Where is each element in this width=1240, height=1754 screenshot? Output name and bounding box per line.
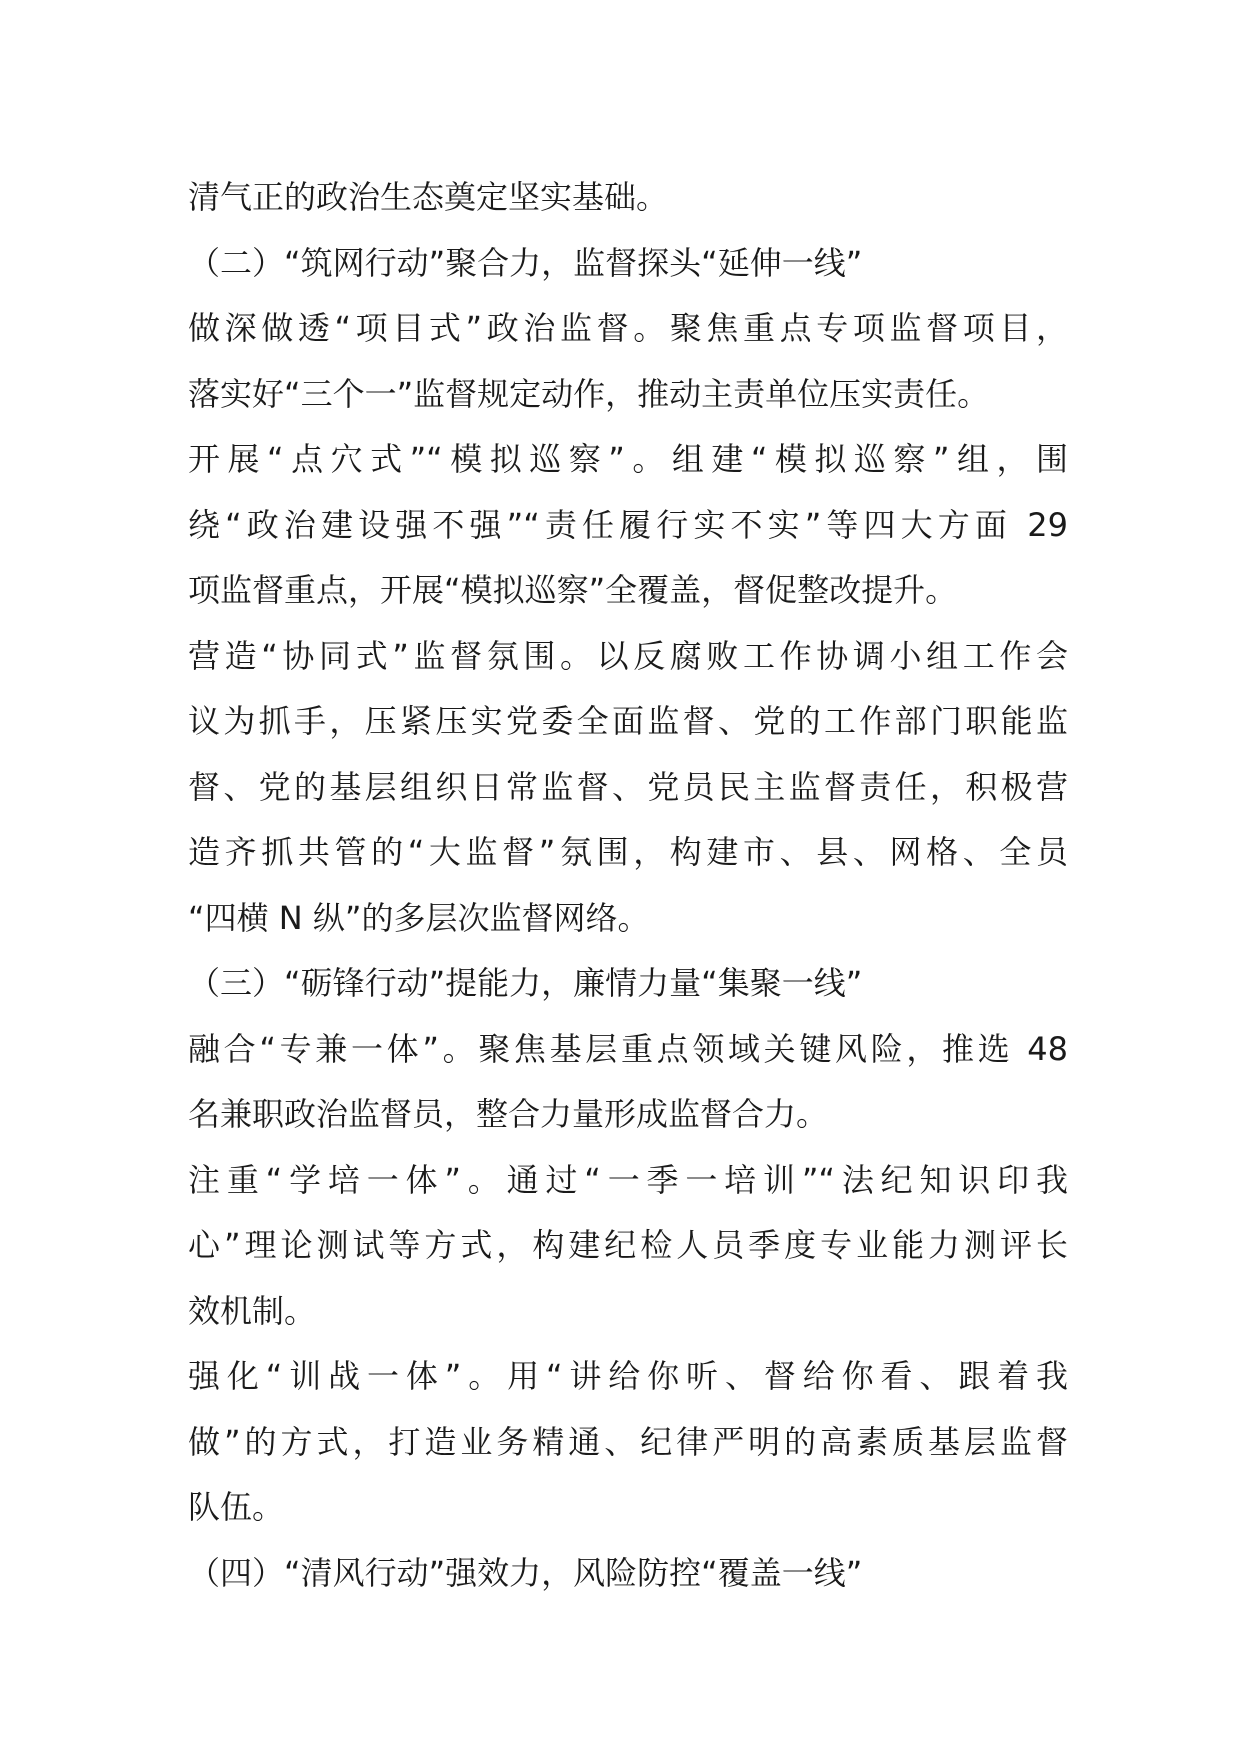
- section-heading-3: （三）“砺锋行动”提能力，廉情力量“集聚一线”: [188, 964, 863, 1002]
- paragraph-continuation: 清气正的政治生态奠定坚实基础。: [188, 178, 669, 216]
- section-heading-2: （二）“筑网行动”聚合力，监督探头“延伸一线”: [188, 243, 863, 282]
- body-line: 融合“专兼一体”。聚焦基层重点领域关键风险，推选 48: [188, 1029, 1068, 1068]
- body-line: 心”理论测试等方式，构建纪检人员季度专业能力测评长: [188, 1226, 1068, 1264]
- body-line: 造齐抓共管的“大监督”氛围，构建市、县、网格、全员: [188, 833, 1068, 871]
- body-line: 注重“学培一体”。通过“一季一培训”“法纪知识印我: [188, 1160, 1068, 1199]
- body-line: 议为抓手，压紧压实党委全面监督、党的工作部门职能监: [188, 702, 1068, 740]
- body-line: 做”的方式，打造业务精通、纪律严明的高素质基层监督: [188, 1422, 1068, 1461]
- body-line: 绕“政治建设强不强”“责任履行实不实”等四大方面 29: [188, 505, 1068, 544]
- body-line: 效机制。: [188, 1291, 317, 1330]
- document-body: [188, 165, 1068, 1606]
- section-heading-4: （四）“清风行动”强效力，风险防控“覆盖一线”: [188, 1553, 863, 1592]
- body-line: 开展“点穴式”“模拟巡察”。组建“模拟巡察”组，围: [188, 440, 1068, 478]
- body-line: 营造“协同式”监督氛围。以反腐败工作协调小组工作会: [188, 636, 1068, 675]
- body-line: 督、党的基层组织日常监督、党员民主监督责任，积极营: [188, 767, 1068, 806]
- body-line: 落实好“三个一”监督规定动作，推动主责单位压实责任。: [188, 374, 990, 413]
- body-line: 强化“训战一体”。用“讲给你听、督给你看、跟着我: [188, 1357, 1068, 1395]
- body-line: 做深做透“项目式”政治监督。聚焦重点专项监督项目，: [188, 309, 1068, 347]
- body-line: “四横 N 纵”的多层次监督网络。: [188, 898, 650, 937]
- body-line: 项监督重点，开展“模拟巡察”全覆盖，督促整改提升。: [188, 571, 958, 609]
- body-line: 名兼职政治监督员，整合力量形成监督合力。: [188, 1095, 829, 1133]
- body-line: 队伍。: [188, 1488, 285, 1526]
